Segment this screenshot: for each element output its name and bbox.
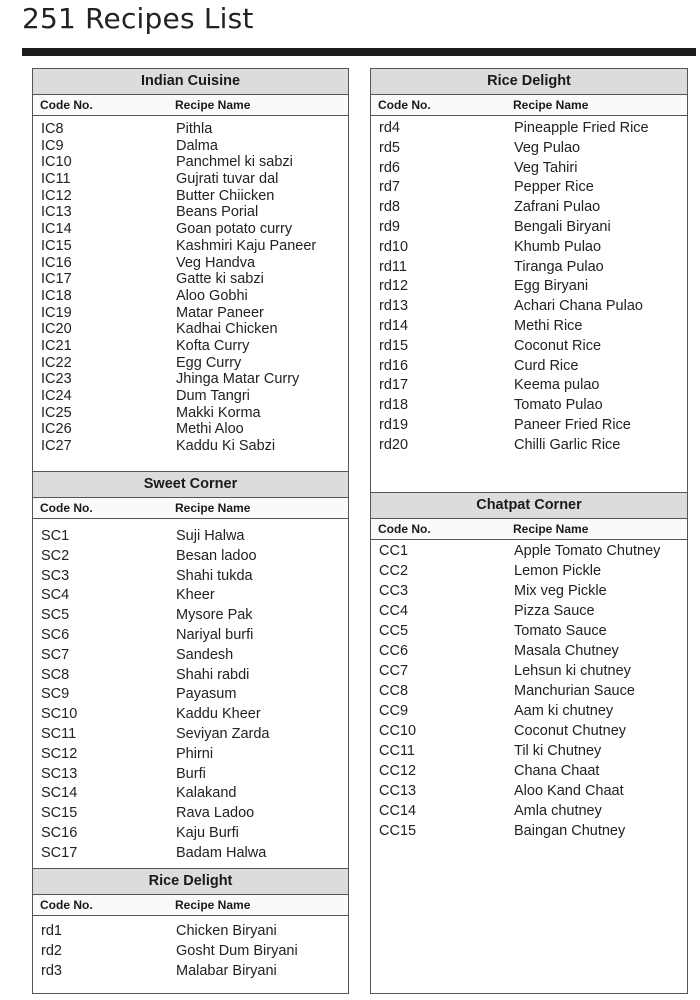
recipe-code: SC15 [41,805,78,822]
recipe-name: Veg Tahiri [514,159,578,176]
recipe-code: SC8 [41,666,70,683]
recipe-row [33,138,348,155]
recipe-row [33,606,348,626]
recipe-code: rd10 [379,238,409,255]
recipe-code: CC2 [379,563,409,579]
recipe-name: Chilli Garlic Rice [514,436,621,453]
recipe-name: Seviyan Zarda [176,725,270,742]
recipe-code: IC16 [41,254,72,271]
recipe-name: Kadhai Chicken [176,321,278,338]
recipe-code: IC23 [41,371,72,388]
recipe-code: CC14 [379,803,417,819]
code-header: Code No. [40,898,93,912]
recipe-row [33,725,348,745]
recipe-row [33,388,348,405]
recipe-row [33,338,348,355]
recipe-code: IC13 [41,204,72,221]
rice-delight-left-section [33,868,348,981]
recipe-name: Kofta Curry [176,337,250,354]
recipe-code: SC3 [41,567,70,584]
recipe-code: SC12 [41,745,78,762]
recipe-row [371,139,687,159]
recipe-code: rd8 [379,199,400,216]
recipe-name: Kashmiri Kaju Paneer [176,237,317,254]
recipe-name: Pepper Rice [514,179,594,196]
recipe-list [33,519,348,864]
recipe-code: IC27 [41,438,72,455]
recipe-row [371,681,687,701]
left-column [32,68,349,994]
recipe-name: Badam Halwa [176,844,267,861]
recipe-row [33,586,348,606]
recipe-row [33,844,348,864]
column-header [371,95,687,116]
recipe-code: IC9 [41,137,64,154]
recipe-name: Pineapple Fried Rice [514,120,649,136]
recipe-row [33,171,348,188]
recipe-code: rd1 [41,923,62,939]
column-header [33,895,348,916]
recipe-row [33,784,348,804]
section-title: Indian Cuisine [33,69,348,95]
recipe-row [33,666,348,686]
recipe-row [371,416,687,436]
recipe-name: Kaddu Ki Sabzi [176,438,276,455]
recipe-name: Gatte ki sabzi [176,271,264,288]
recipe-row [33,188,348,205]
code-header: Code No. [40,98,93,112]
recipe-name: Goan potato curry [176,221,293,238]
recipe-name: Jhinga Matar Curry [176,371,300,388]
recipe-name: Aloo Kand Chaat [514,783,624,799]
column-header [33,95,348,116]
recipe-name: Zafrani Pulao [514,199,601,216]
recipe-name: Veg Pulao [514,139,581,156]
recipe-code: IC17 [41,271,72,288]
recipe-code: rd2 [41,942,62,959]
recipe-code: rd18 [379,397,409,414]
recipe-row [371,701,687,721]
recipe-name: Apple Tomato Chutney [514,543,661,559]
sweet-corner-section [33,471,348,864]
recipe-name: Kaju Burfi [176,824,239,841]
recipe-code: IC24 [41,388,72,404]
recipe-list [371,116,687,456]
recipe-code: IC15 [41,237,72,254]
recipe-code: SC17 [41,844,78,861]
recipe-name: Paneer Fried Rice [514,416,631,433]
chatpat-corner-section [371,492,687,841]
recipe-name: Tomato Sauce [514,623,607,639]
recipe-row [371,337,687,357]
recipe-code: rd7 [379,179,400,196]
recipe-name: Suji Halwa [176,528,245,544]
recipe-row [33,705,348,725]
recipe-code: SC16 [41,824,78,841]
recipe-row [33,804,348,824]
recipe-row [371,119,687,139]
recipe-code: SC9 [41,686,70,703]
recipe-name: Egg Biryani [514,278,589,295]
recipe-header: Recipe Name [513,98,589,112]
recipe-name: Dalma [176,137,218,154]
recipe-row [33,271,348,288]
recipe-name: Pithla [176,121,213,137]
recipe-code: SC4 [41,587,70,604]
recipe-code: CC10 [379,723,417,739]
recipe-name: Achari Chana Pulao [514,298,643,315]
recipe-name: Besan ladoo [176,547,257,564]
recipe-code: IC25 [41,404,72,421]
recipe-code: rd16 [379,357,409,374]
recipe-row [33,321,348,338]
recipe-header: Recipe Name [175,98,251,112]
recipe-name: Pizza Sauce [514,603,595,619]
recipe-row [371,801,687,821]
recipe-row [371,218,687,238]
recipe-row [33,646,348,666]
recipe-code: CC8 [379,683,409,699]
recipe-row [371,258,687,278]
recipe-code: SC14 [41,785,78,802]
recipe-code: SC6 [41,626,70,643]
recipe-row [371,781,687,801]
recipe-name: Sandesh [176,646,234,663]
recipe-row [371,601,687,621]
recipe-name: Beans Porial [176,204,259,221]
recipe-code: SC1 [41,528,70,544]
recipe-code: SC13 [41,765,78,782]
recipe-row [33,745,348,765]
indian-cuisine-section [33,69,348,455]
recipe-name: Masala Chutney [514,643,619,659]
recipe-row [33,371,348,388]
recipe-row [33,421,348,438]
recipe-code: IC11 [41,171,71,188]
recipe-row [33,942,348,962]
recipe-row [33,204,348,221]
recipe-name: Kalakand [176,785,237,802]
column-header [371,519,687,540]
recipe-row [33,567,348,587]
recipe-code: rd17 [379,377,409,394]
rice-delight-right-section [371,69,687,456]
recipe-code: CC5 [379,623,409,639]
recipe-row [371,159,687,179]
recipe-row [371,396,687,416]
recipe-row [33,355,348,372]
recipe-name: Mysore Pak [176,607,253,624]
recipe-name: Keema pulao [514,377,600,394]
recipe-row [371,581,687,601]
recipe-code: rd3 [41,962,62,979]
recipe-row [371,357,687,377]
recipe-code: CC11 [379,743,415,759]
code-header: Code No. [40,501,93,515]
recipe-name: Veg Handva [176,254,256,271]
recipe-name: Shahi tukda [176,567,253,584]
recipe-code: rd5 [379,139,400,156]
code-header: Code No. [378,98,431,112]
column-header [33,498,348,519]
recipe-row [371,436,687,456]
recipe-row [33,154,348,171]
recipe-row [33,405,348,422]
recipe-code: rd20 [379,436,409,453]
recipe-code: rd4 [379,120,400,136]
recipe-code: CC15 [379,823,417,839]
recipe-name: Dum Tangri [176,388,250,404]
recipe-name: Phirni [176,745,214,762]
recipe-code: CC3 [379,583,409,599]
recipe-row [33,438,348,455]
recipe-name: Kheer [176,587,215,604]
recipe-row [33,962,348,982]
recipe-name: Khumb Pulao [514,238,602,255]
section-title: Sweet Corner [33,471,348,498]
recipe-row [371,376,687,396]
recipe-code: rd12 [379,278,409,295]
recipe-code: CC1 [379,543,409,559]
recipe-name: Aam ki chutney [514,703,614,719]
recipe-row [33,547,348,567]
recipe-name: Kaddu Kheer [176,706,261,723]
recipe-row [33,238,348,255]
recipe-list [371,540,687,841]
recipe-code: IC22 [41,354,72,371]
recipe-code: rd15 [379,337,409,354]
recipe-name: Tomato Pulao [514,397,603,414]
recipe-name: Coconut Rice [514,337,602,354]
recipe-code: rd11 [379,258,407,275]
recipe-name: Tiranga Pulao [514,258,604,275]
right-column [370,68,688,994]
recipe-row [371,277,687,297]
recipe-code: SC5 [41,607,70,624]
recipe-name: Payasum [176,686,237,703]
recipe-row [371,238,687,258]
recipe-code: rd14 [379,317,409,334]
recipe-code: rd9 [379,218,400,235]
recipe-header: Recipe Name [175,898,251,912]
recipe-row [33,824,348,844]
page-title: 251 Recipes List [22,2,254,35]
recipe-row [371,178,687,198]
recipe-name: Manchurian Sauce [514,683,635,699]
recipe-name: Burfi [176,765,206,782]
recipe-code: CC12 [379,763,417,779]
recipe-code: IC19 [41,304,72,321]
recipe-name: Bengali Biryani [514,218,611,235]
recipe-name: Shahi rabdi [176,666,250,683]
recipe-row [33,288,348,305]
recipe-name: Mix veg Pickle [514,583,607,599]
recipe-row [33,121,348,138]
recipe-code: CC7 [379,663,409,679]
recipe-row [371,741,687,761]
recipe-code: IC26 [41,421,72,438]
recipe-row [371,198,687,218]
recipe-code: IC10 [41,154,72,171]
recipe-row [371,641,687,661]
recipe-header: Recipe Name [175,501,251,515]
code-header: Code No. [378,522,431,536]
recipe-name: Gosht Dum Biryani [176,942,298,959]
recipe-row [33,685,348,705]
recipe-code: SC11 [41,725,77,742]
recipe-code: IC12 [41,187,72,204]
recipe-code: SC2 [41,547,70,564]
recipe-row [371,317,687,337]
recipe-row [33,922,348,942]
recipe-name: Butter Chiicken [176,187,275,204]
recipe-code: IC20 [41,321,72,338]
recipe-name: Matar Paneer [176,304,264,321]
recipe-name: Til ki Chutney [514,743,602,759]
recipe-list [33,916,348,981]
recipe-name: Lehsun ki chutney [514,663,631,679]
recipe-code: CC4 [379,603,409,619]
recipe-row [33,255,348,272]
recipe-name: Methi Rice [514,317,583,334]
recipe-row [371,621,687,641]
recipe-code: CC6 [379,643,409,659]
title-underline [22,48,696,56]
recipe-name: Coconut Chutney [514,723,627,739]
recipe-code: IC8 [41,121,64,137]
recipe-name: Makki Korma [176,404,261,421]
recipe-row [33,527,348,547]
recipe-row [33,626,348,646]
recipe-name: Panchmel ki sabzi [176,154,293,171]
recipe-name: Aloo Gobhi [176,287,248,304]
recipe-name: Nariyal burfi [176,626,254,643]
recipe-row [33,305,348,322]
recipe-code: SC7 [41,646,70,663]
recipe-code: IC18 [41,287,72,304]
recipe-name: Malabar Biryani [176,962,277,979]
recipe-row [371,821,687,841]
recipe-name: Lemon Pickle [514,563,602,579]
recipe-name: Methi Aloo [176,421,244,438]
recipe-code: rd19 [379,416,409,433]
section-title: Chatpat Corner [371,492,687,519]
recipe-name: Rava Ladoo [176,805,255,822]
recipe-code: IC14 [41,221,72,238]
recipe-row [33,221,348,238]
recipe-name: Chana Chaat [514,763,600,779]
section-title: Rice Delight [33,868,348,895]
recipe-name: Egg Curry [176,354,242,371]
recipe-row [371,661,687,681]
recipe-row [371,721,687,741]
recipe-name: Amla chutney [514,803,602,819]
recipe-header: Recipe Name [513,522,589,536]
recipe-code: IC21 [41,337,72,354]
recipe-row [371,761,687,781]
recipe-code: SC10 [41,706,78,723]
recipe-list [33,116,348,455]
recipe-row [371,561,687,581]
recipe-code: rd6 [379,159,400,176]
recipe-name: Gujrati tuvar dal [176,171,279,188]
recipe-row [33,765,348,785]
recipe-row [371,541,687,561]
recipe-code: rd13 [379,298,409,315]
recipe-code: CC9 [379,703,409,719]
recipe-name: Baingan Chutney [514,823,626,839]
recipe-row [371,297,687,317]
recipe-name: Curd Rice [514,357,579,374]
recipe-code: CC13 [379,783,417,799]
section-title: Rice Delight [371,69,687,95]
recipe-name: Chicken Biryani [176,923,277,939]
